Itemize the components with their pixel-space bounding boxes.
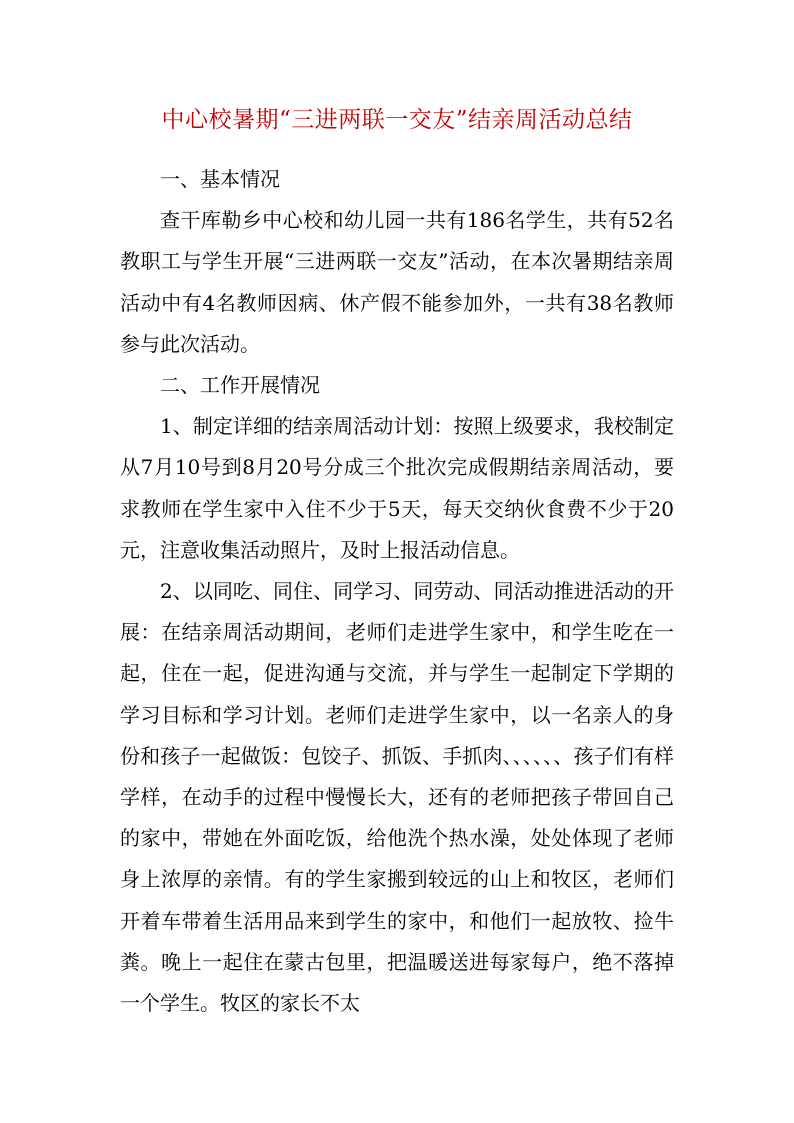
paragraph-activities: 2、以同吃、同住、同学习、同劳动、同活动推进活动的开展：在结亲周活动期间，老师们走进学生家中，和学生吃在一起，住在一起，促进沟通与交流，并与学生一起制定下学期的学习目标和学习计划。老师们走进学生家中，以一名亲人的身份和孩子一起做饭：包饺子、抓饭、手抓肉、、、、、、孩子们有样学样，在动手的过程中慢慢长大，还有的老师把孩子带回自己的家中，带她在外面吃饭，给他洗个热水澡，处处体现了老师身上浓厚的亲情。有的学生家搬到较远的山上和牧区，老师们开着车带着生活用品来到学生的家中，和他们一起放牧、捡牛粪。晚上一起住在蒙古包里，把温暖送进每家每户，绝不落掉一个学生。牧区的家长不太	[120, 579, 674, 1016]
paragraph-plan: 1、制定详细的结亲周活动计划：按照上级要求，我校制定从7月10号到8月20号分成三个批次完成假期结亲周活动，要求教师在学生家中入住不少于5天，每天交纳伙食费不少于20元，注意收集活动照片，及时上报活动信息。	[120, 414, 674, 562]
section-heading-basic: 一、基本情况	[160, 167, 280, 191]
section-heading-work: 二、工作开展情况	[160, 373, 320, 398]
document-title: 中心校暑期“三进两联一交友”结亲周活动总结	[161, 107, 633, 133]
document-body	[120, 159, 674, 1024]
paragraph-basic-info: 查干库勒乡中心校和幼儿园一共有186名学生，共有52名教职工与学生开展“三进两联一交友”活动，在本次暑期结亲周活动中有4名教师因病、休产假不能参加外，一共有38名教师参与此次活动。	[120, 208, 674, 356]
